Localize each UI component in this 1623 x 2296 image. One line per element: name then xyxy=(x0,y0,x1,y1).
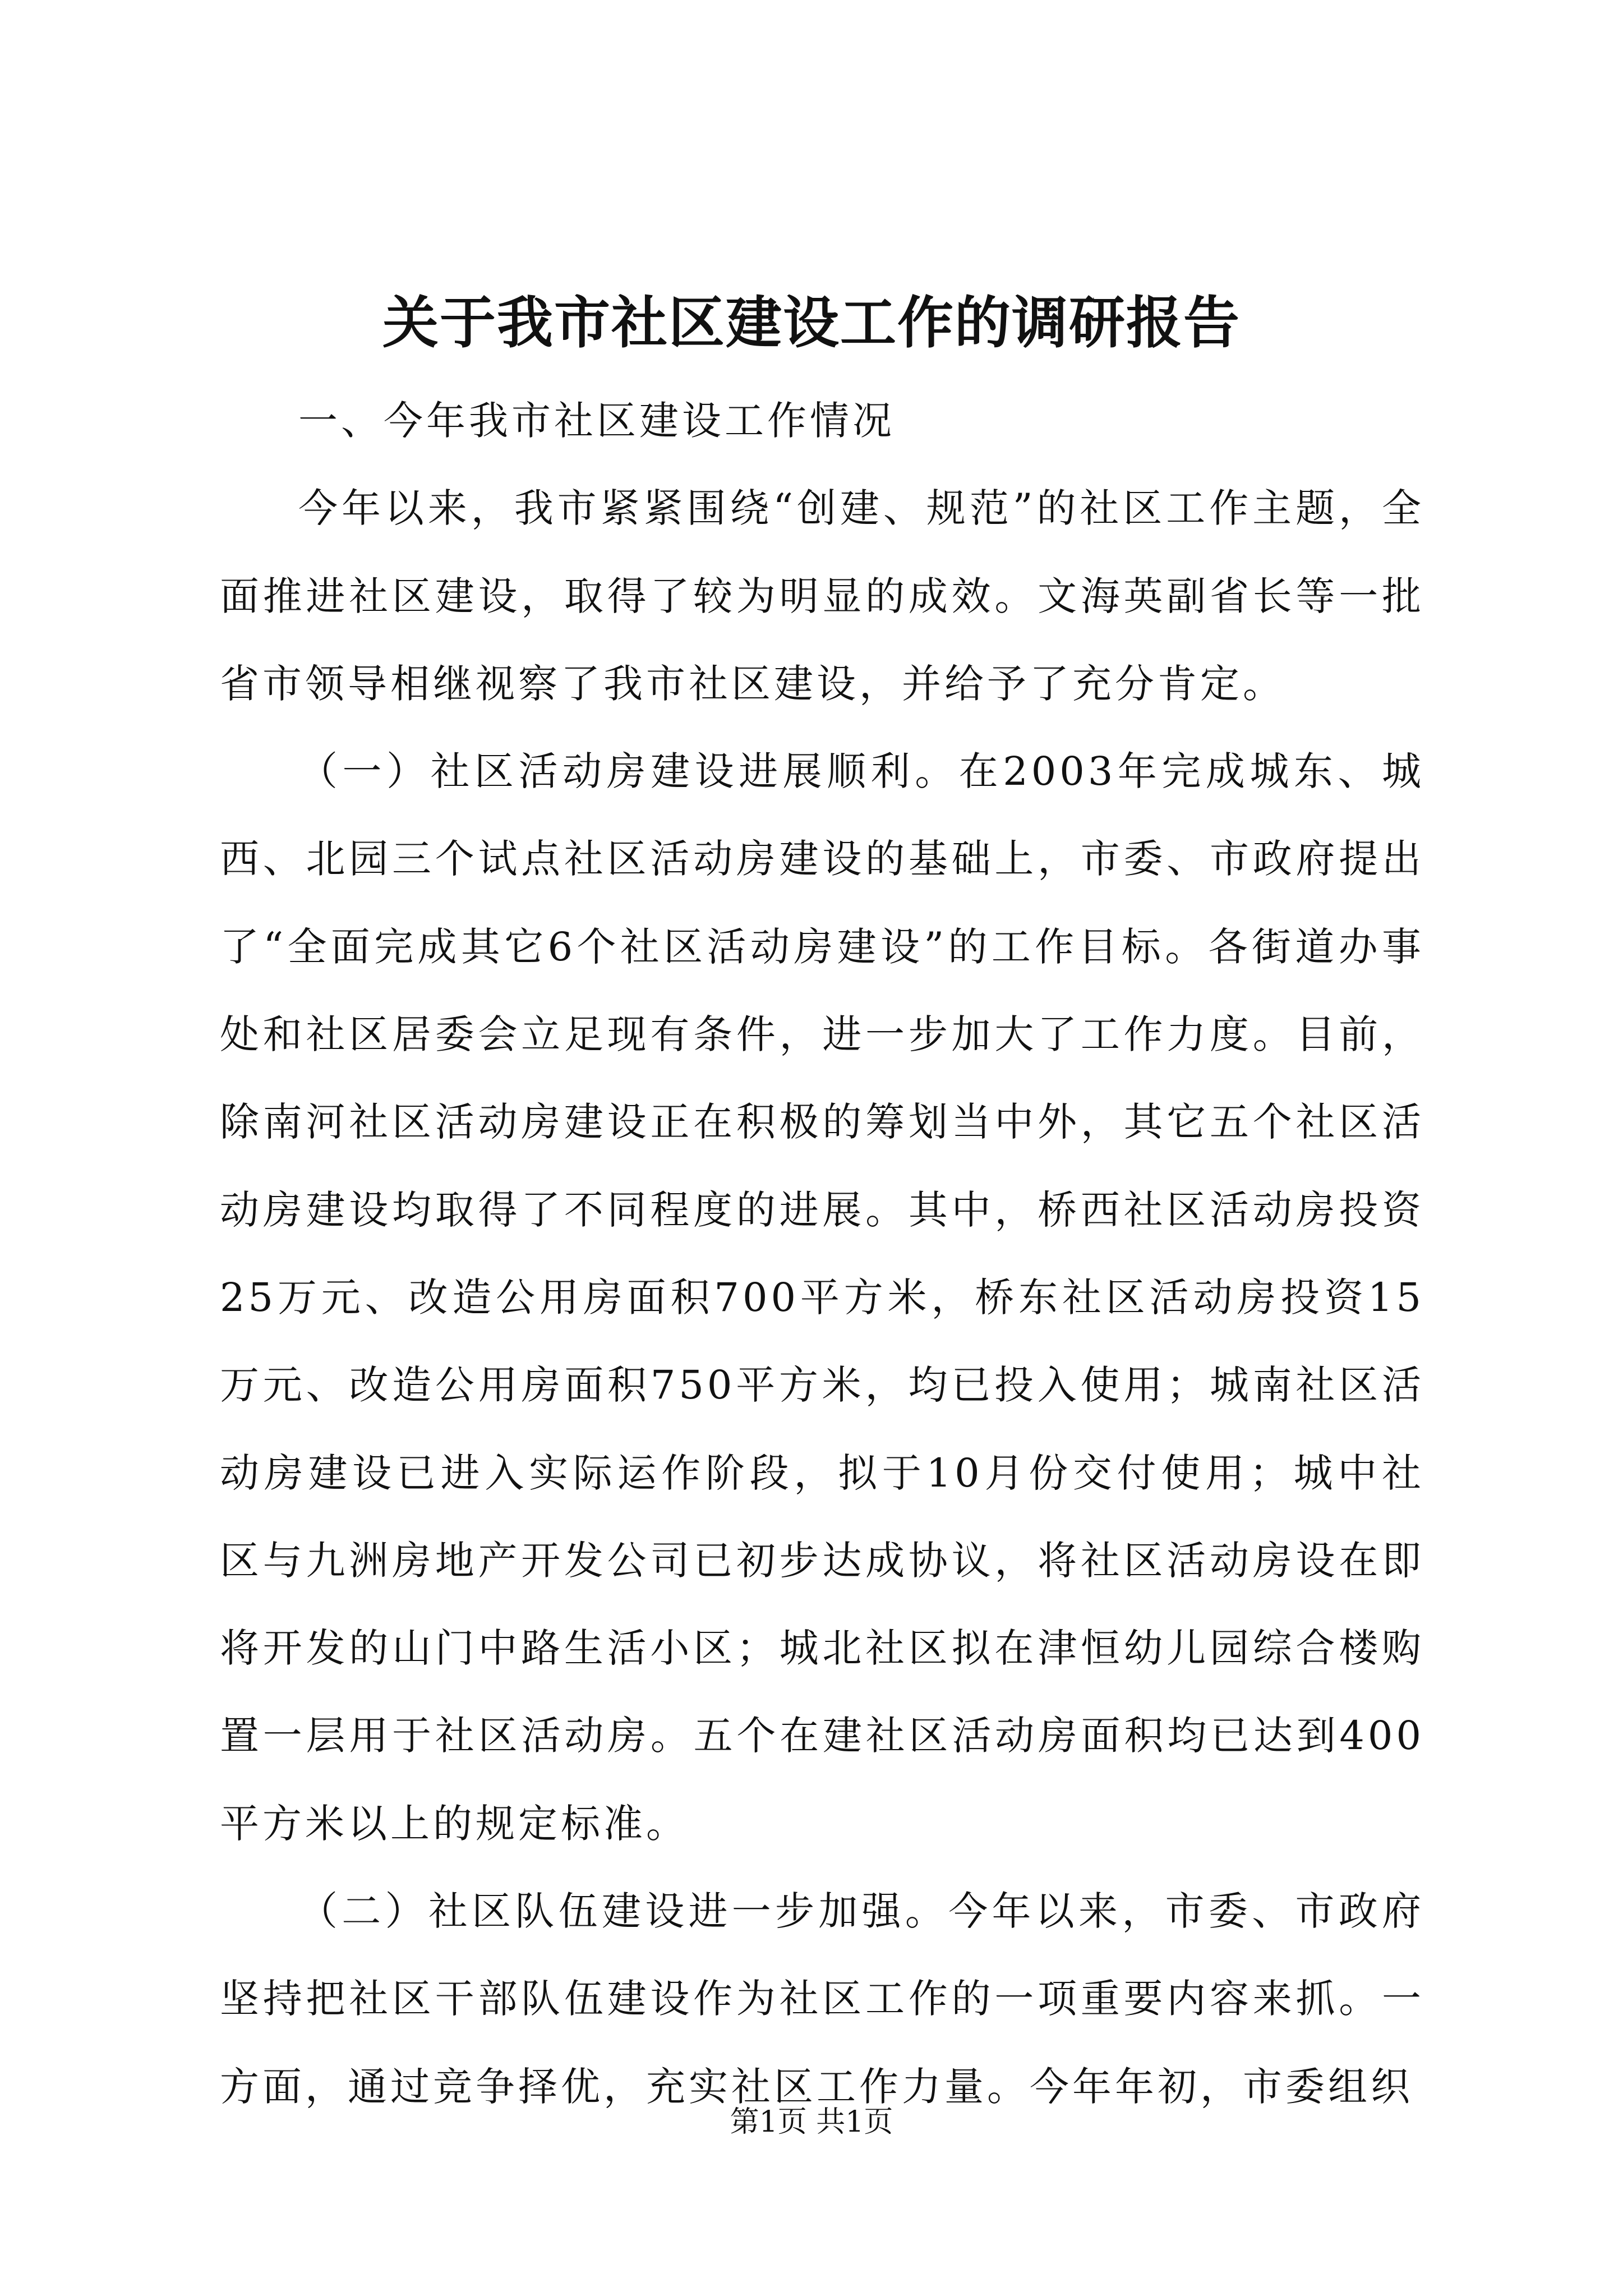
paragraph: 今年以来，我市紧紧围绕“创建、规范”的社区工作主题，全面推进社区建设，取得了较为明显的成效。文海英副省长等一批省市领导相继视察了我市社区建设，并给予了充分肯定。 xyxy=(220,485,1424,707)
paragraph: （二）社区队伍建设进一步加强。今年以来，市委、市政府坚持把社区干部队伍建设作为社区工作的一项重要内容来抓。一方面，通过竞争择优，充实社区工作力量。今年年初，市委组织 xyxy=(220,1888,1424,2110)
paragraph: （一）社区活动房建设进展顺利。在2003年完成城东、城西、北园三个试点社区活动房建设的基础上，市委、市政府提出了“全面完成其它6个社区活动房建设”的工作目标。各街道办事处和社区居委会立足现有条件，进一步加大了工作力度。目前，除南河社区活动房建设正在积极的筹划当中外，其它五个社区活动房建设均取得了不同程度的进展。其中，桥西社区活动房投资25万元、改造公用房面积700平方米，桥东社区活动房投资15万元、改造公用房面积750平方米，均已投入使用；城南社区活动房建设已进入实际运作阶段，拟于10月份交付使用；城中社区与九洲房地产开发公司已初步达成协议，将社区活动房设在即将开发的山门中路生活小区；城北社区拟在津恒幼儿园综合楼购置一层用于社区活动房。五个在建社区活动房面积均已达到400平方米以上的规定标准。 xyxy=(220,748,1424,1847)
document-body xyxy=(220,377,1424,2131)
document-title: 关于我市社区建设工作的调研报告 xyxy=(382,289,1241,356)
section-heading: 一、今年我市社区建设工作情况 xyxy=(298,398,895,444)
page-number-footer: 第1页 共1页 xyxy=(730,2105,893,2139)
